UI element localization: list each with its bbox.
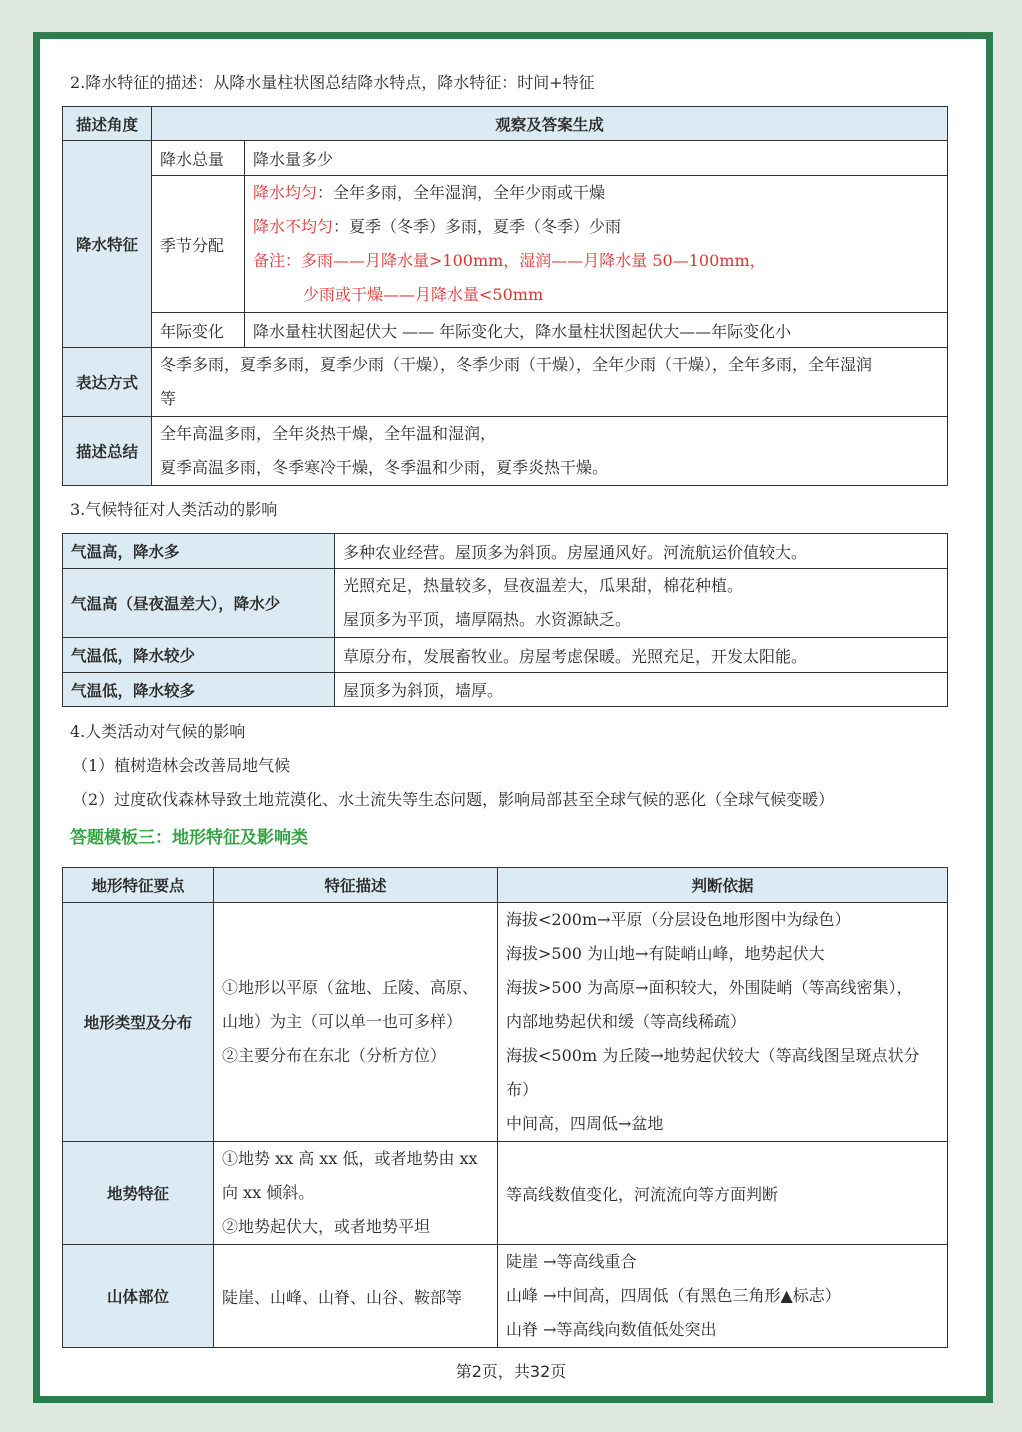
desc-line: ①地势 xx 高 xx 低，或者地势由 xx	[222, 1149, 478, 1168]
impact-row-label: 气温低，降水较多	[63, 673, 335, 707]
section4-item2: （2）过度砍伐森林导致土地荒漠化、水土流失等生态问题，影响局部甚至全球气候的恶化（全球气候变暖）	[72, 790, 835, 809]
note-line1: 备注：多雨——月降水量>100mm，湿润——月降水量 50—100mm，	[253, 251, 766, 270]
terrain-header-point: 地形特征要点	[63, 868, 214, 903]
uneven-text: ：夏季（冬季）多雨，夏季（冬季）少雨	[333, 217, 622, 236]
annual-text: 降水量柱状图起伏大 —— 年际变化大，降水量柱状图起伏大——年际变化小	[245, 313, 948, 348]
summary-line2: 夏季高温多雨，冬季寒冷干燥，冬季温和少雨，夏季炎热干燥。	[160, 458, 609, 477]
expression-line1: 冬季多雨，夏季多雨，夏季少雨（干燥），冬季少雨（干燥），全年少雨（干燥），全年多雨，全年湿润	[160, 355, 873, 374]
terrain-header-basis: 判断依据	[498, 868, 948, 903]
impact-row-label: 气温高，降水多	[63, 534, 335, 569]
impact-row-label: 气温低，降水较少	[63, 638, 335, 673]
impact-row-text: 多种农业经营。屋顶多为斜顶。房屋通风好。河流航运价值较大。	[335, 534, 948, 569]
expression-line2: 等	[160, 389, 177, 408]
annual-label: 年际变化	[152, 313, 245, 348]
summary-line1: 全年高温多雨，全年炎热干燥，全年温和湿润，	[160, 424, 497, 443]
mountain-part-basis	[498, 1245, 948, 1348]
template3-title: 答题模板三：地形特征及影响类	[70, 828, 308, 848]
climate-impact-table	[62, 533, 948, 707]
basis-line: 布）	[506, 1080, 539, 1099]
terrain-type-desc	[214, 903, 498, 1142]
header-observe: 观察及答案生成	[152, 107, 948, 141]
expression-cell	[152, 348, 948, 417]
impact-row-cell	[335, 569, 948, 638]
terrain-table	[62, 867, 948, 1348]
basis-line: 海拔>500 为山地→有陡峭山峰，地势起伏大	[506, 944, 825, 963]
desc-line: ②主要分布在东北（分析方位）	[222, 1046, 447, 1065]
section4-title: 4.人类活动对气候的影响	[70, 722, 246, 741]
seasonal-label: 季节分配	[152, 176, 245, 313]
mountain-part-label: 山体部位	[63, 1245, 214, 1348]
desc-line: ②地势起伏大，或者地势平坦	[222, 1217, 431, 1236]
basis-line: 中间高，四周低→盆地	[506, 1114, 664, 1133]
impact-row-text: 屋顶多为斜顶，墙厚。	[335, 673, 948, 707]
terrain-type-basis	[498, 903, 948, 1142]
basis-line: 山脊 →等高线向数值低处突出	[506, 1320, 717, 1339]
basis-line: 海拔<500m 为丘陵→地势起伏较大（等高线图呈斑点状分	[506, 1046, 920, 1065]
section2-title: 2.降水特征的描述：从降水量柱状图总结降水特点，降水特征：时间+特征	[70, 73, 595, 92]
terrain-header-desc: 特征描述	[214, 868, 498, 903]
summary-cell	[152, 417, 948, 486]
section3-title: 3.气候特征对人类活动的影响	[70, 500, 278, 519]
total-text: 降水量多少	[245, 141, 948, 176]
even-label: 降水均匀	[253, 183, 318, 202]
basis-line: 山峰 →中间高，四周低（有黑色三角形▲标志）	[506, 1286, 841, 1305]
basis-line: 海拔>500 为高原→面积较大，外围陡峭（等高线密集），	[506, 978, 913, 997]
precip-label: 降水特征	[63, 141, 152, 348]
basis-line: 内部地势起伏和缓（等高线稀疏）	[506, 1012, 747, 1031]
summary-label: 描述总结	[63, 417, 152, 486]
seasonal-cell	[245, 176, 948, 313]
desc-line: 向 xx 倾斜。	[222, 1183, 315, 1202]
uneven-label: 降水不均匀	[253, 217, 334, 236]
desc-line: ①地形以平原（盆地、丘陵、高原、	[222, 978, 479, 997]
expression-label: 表达方式	[63, 348, 152, 417]
impact-row-text: 光照充足，热量较多，昼夜温差大，瓜果甜，棉花种植。	[343, 576, 744, 595]
total-label: 降水总量	[152, 141, 245, 176]
terrain-type-label: 地形类型及分布	[63, 903, 214, 1142]
note-line2: 少雨或干燥——月降水量<50mm	[303, 285, 544, 304]
impact-row-text: 草原分布，发展畜牧业。房屋考虑保暖。光照充足，开发太阳能。	[335, 638, 948, 673]
terrain-trend-basis: 等高线数值变化，河流流向等方面判断	[498, 1142, 948, 1245]
precip-table	[62, 106, 948, 486]
basis-line: 海拔<200m→平原（分层设色地形图中为绿色）	[506, 910, 851, 929]
header-angle: 描述角度	[63, 107, 152, 141]
page-footer: 第2页，共32页	[455, 1362, 567, 1381]
mountain-part-desc: 陡崖、山峰、山脊、山谷、鞍部等	[214, 1245, 498, 1348]
desc-line: 山地）为主（可以单一也可多样）	[222, 1012, 463, 1031]
basis-line: 陡崖 →等高线重合	[506, 1252, 637, 1271]
terrain-trend-desc	[214, 1142, 498, 1245]
section4-item1: （1）植树造林会改善局地气候	[72, 756, 291, 775]
even-text: ：全年多雨，全年湿润，全年少雨或干燥	[317, 183, 606, 202]
impact-row-label: 气温高（昼夜温差大），降水少	[63, 569, 335, 638]
terrain-trend-label: 地势特征	[63, 1142, 214, 1245]
impact-row-text: 屋顶多为平顶，墙厚隔热。水资源缺乏。	[343, 610, 632, 629]
